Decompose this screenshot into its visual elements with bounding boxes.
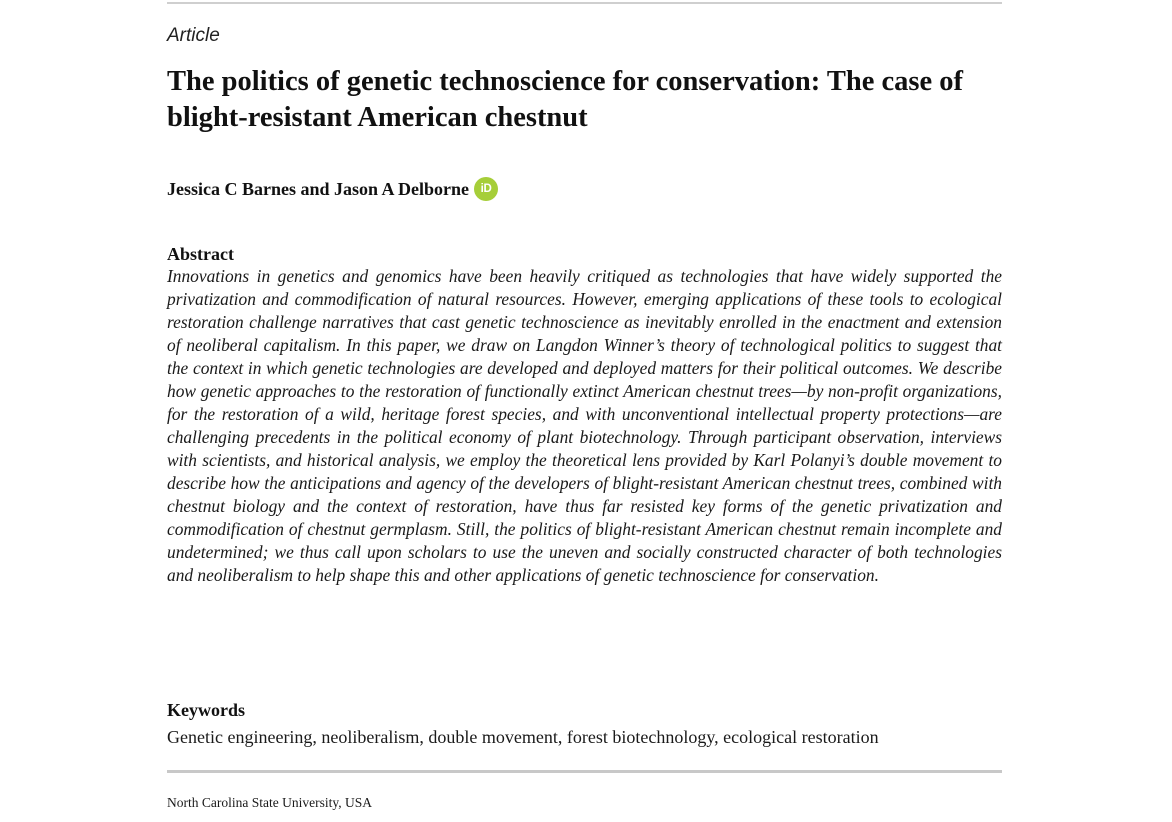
abstract-heading: Abstract [167, 244, 234, 264]
author-line [167, 177, 498, 201]
orcid-icon[interactable]: iD [474, 177, 498, 201]
top-divider [167, 2, 1002, 4]
article-title: The politics of genetic technoscience for conservation: The case of blight-resistant American chestnut [167, 66, 964, 133]
abstract-text: Innovations in genetics and genomics have been heavily critiqued as technologies that have widely supported the privatization and commodification of natural resources. However, emerging applications of these tools to ecological restoration challenge narratives that cast genetic technoscience as inevitably enrolled in the enactment and extension of neoliberal capitalism. In this paper, we draw on Langdon Winner’s theory of technological politics to suggest that the context in which genetic technologies are developed and deployed matters for their political outcomes. We describe how genetic approaches to the restoration of functionally extinct American chestnut trees—by non-profit organizations, for the restoration of a wild, heritage forest species, and with unconventional intellectual property protections—are challenging precedents in the political economy of plant biotechnology. Through participant observation, interviews with scientists, and historical analysis, we employ the theoretical lens provided by Karl Polanyi’s double movement to describe how the anticipations and agency of the developers of blight-resistant American chestnut trees, combined with chestnut biology and the context of restoration, have thus far resisted key forms of the genetic privatization and commodification of chestnut germplasm. Still, the politics of blight-resistant American chestnut remain incomplete and undetermined; we thus call upon scholars to use the uneven and socially constructed character of both technologies and neoliberalism to help shape this and other applications of genetic technoscience for conservation. [167, 266, 1002, 585]
keywords-text: Genetic engineering, neoliberalism, double movement, forest biotechnology, ecological restoration [167, 727, 879, 747]
author-affiliation: North Carolina State University, USA [167, 795, 372, 810]
article-type-label: Article [167, 25, 220, 46]
keywords-heading: Keywords [167, 700, 245, 720]
bottom-divider [167, 770, 1002, 773]
author-names: Jessica C Barnes and Jason A Delborne [167, 179, 470, 199]
